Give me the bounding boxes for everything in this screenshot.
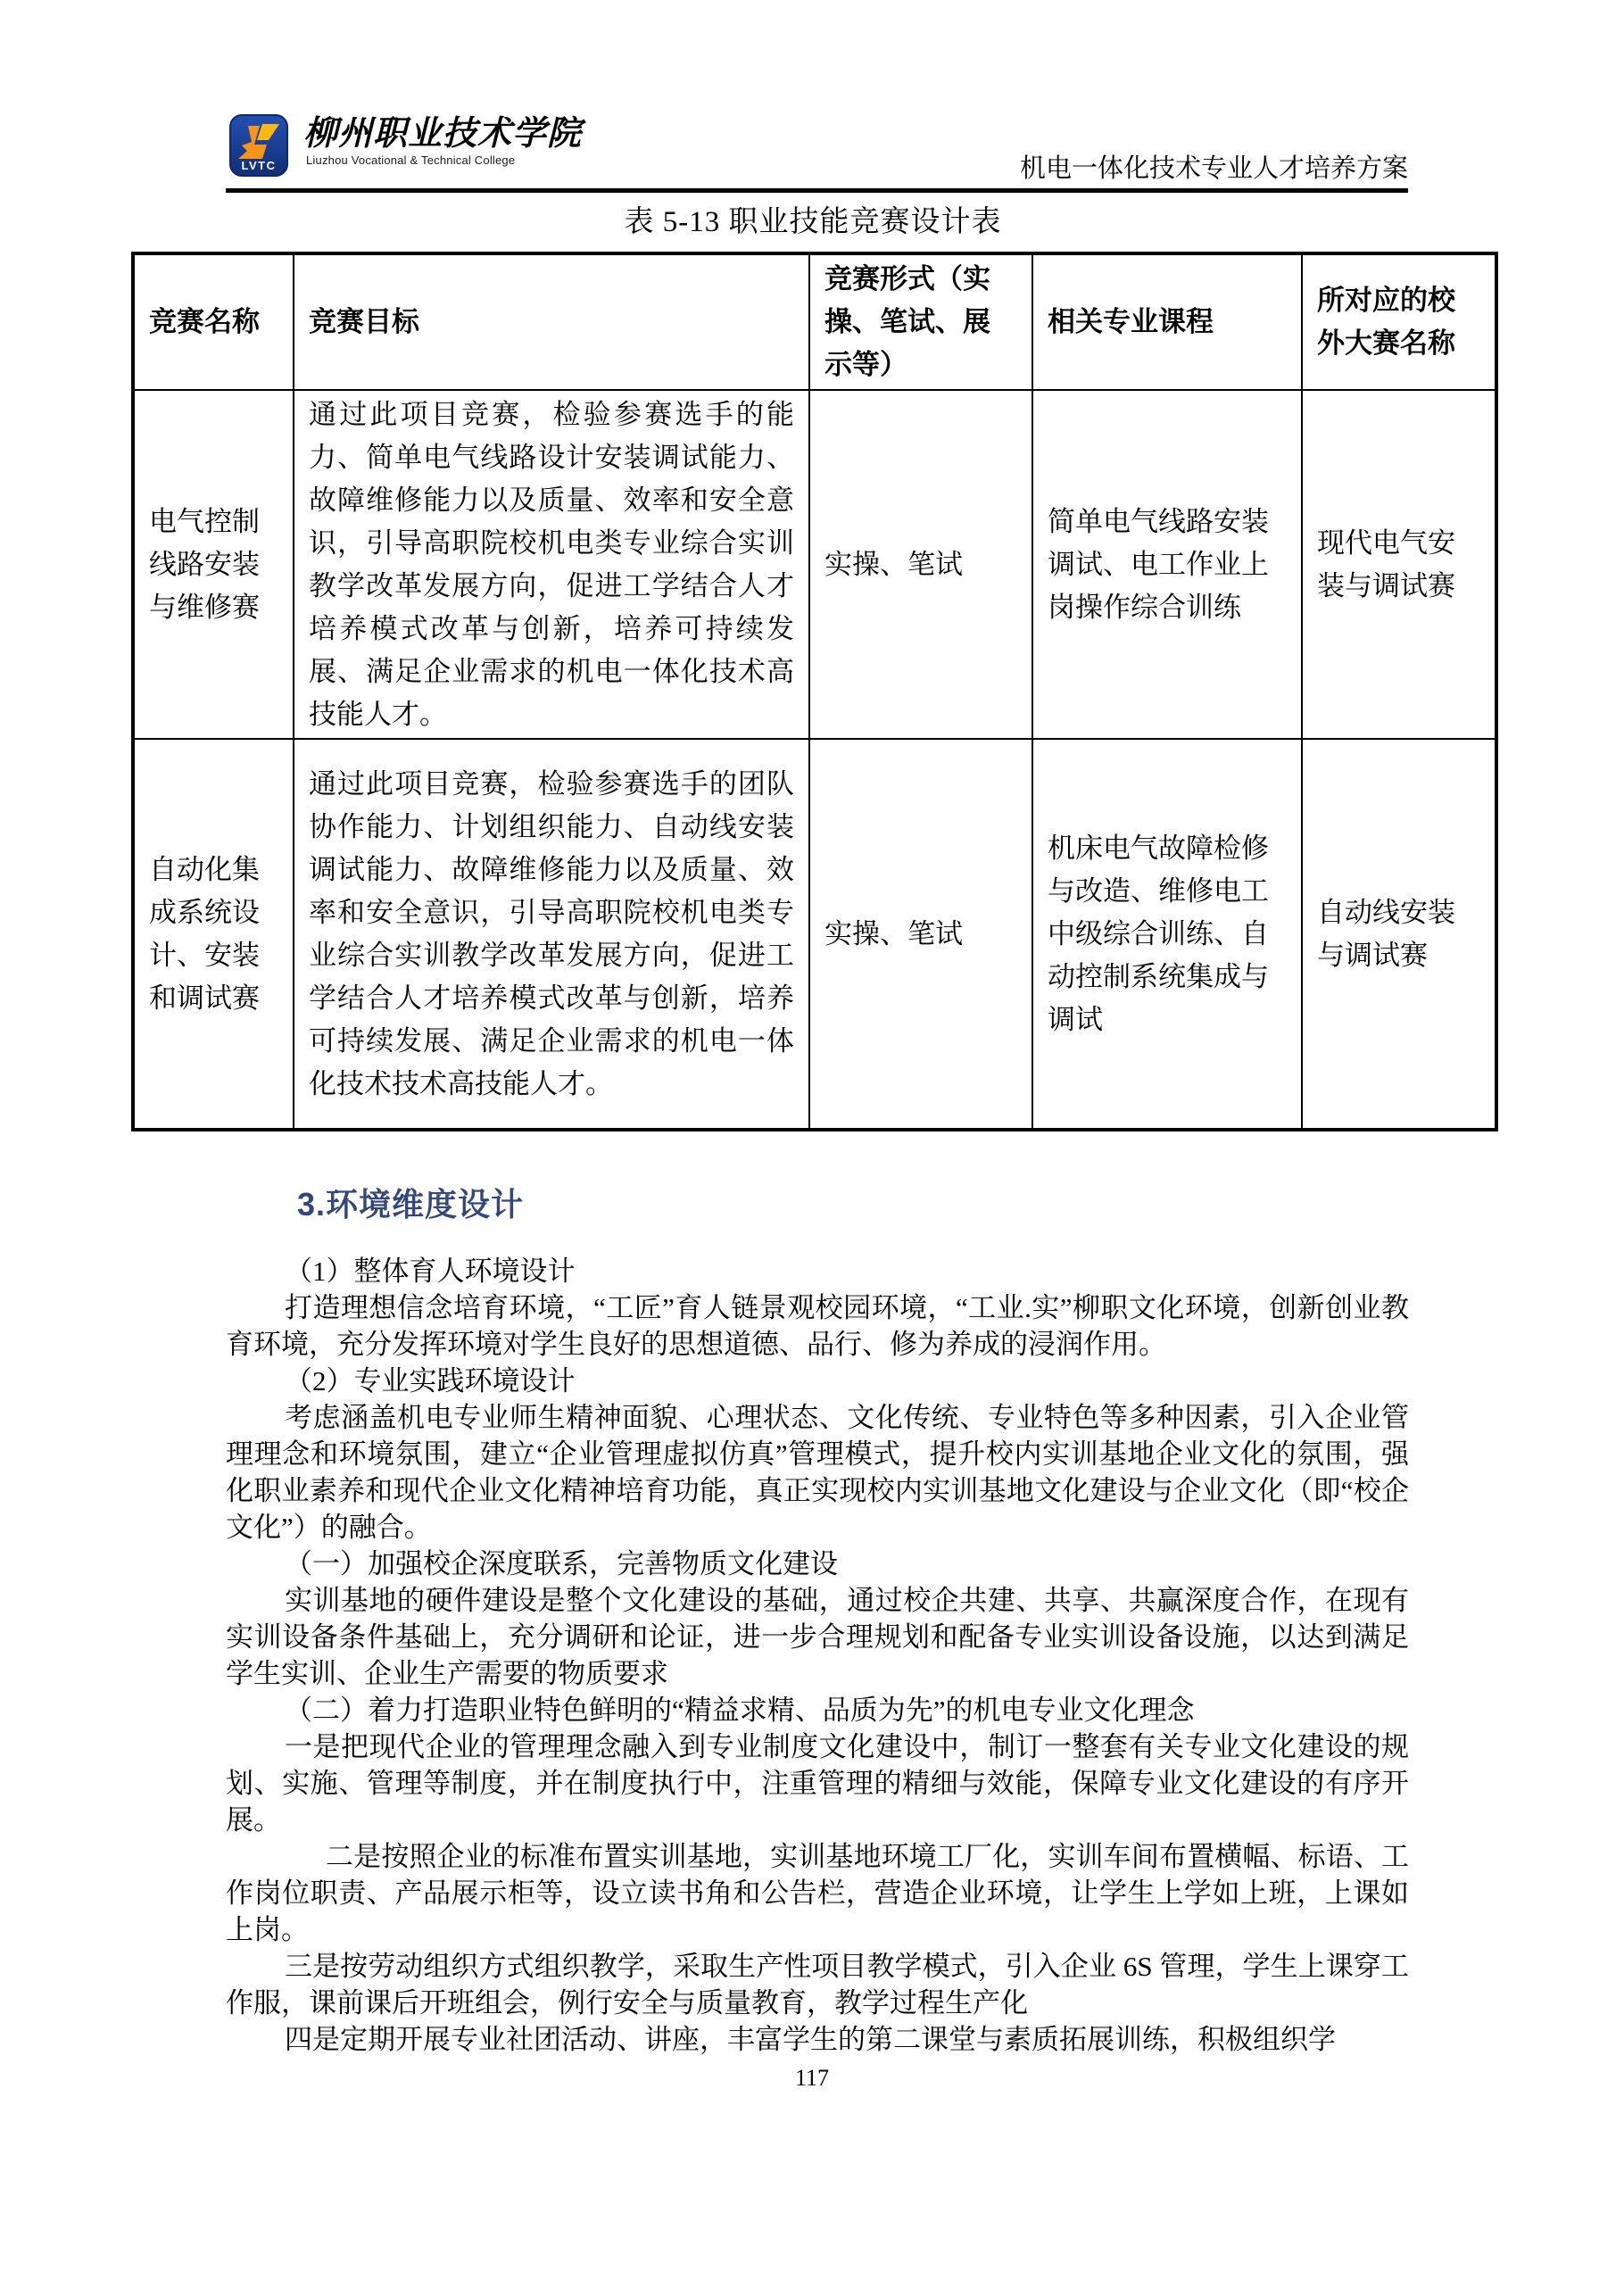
lvtc-logo-icon [229, 114, 288, 177]
competition-goal-cell: 通过此项目竞赛，检验参赛选手的能力、简单电气线路设计安装调试能力、故障维修能力以及质量、效率和安全意识，引导高职院校机电类专业综合实训教学改革发展方向，促进工学结合人才培养模式改革与创新，培养可持续发展、满足企业需求的机电一体化技术高技能人才。 [294, 390, 809, 739]
competition-goal-cell: 通过此项目竞赛，检验参赛选手的团队协作能力、计划组织能力、自动线安装调试能力、故障维修能力以及质量、效率和安全意识，引导高职院校机电类专业综合实训教学改革发展方向，促进工学结合人才培养模式改革与创新，培养可持续发展、满足企业需求的机电一体化技术技术高技能人才。 [294, 739, 809, 1130]
paragraph: 实训基地的硬件建设是整个文化建设的基础，通过校企共建、共享、共赢深度合作，在现有实训设备条件基础上，充分调研和论证，进一步合理规划和配备专业实训设备设施，以达到满足学生实训、企业生产需要的物质要求 [226, 1585, 1409, 1689]
college-name-en: Liuzhou Vocational & Technical College [306, 153, 516, 167]
sub-heading: （一）加强校企深度联系，完善物质文化建设 [285, 1548, 838, 1579]
competition-table [131, 252, 1498, 1131]
sub-heading: （2）专业实践环境设计 [285, 1365, 576, 1397]
paragraph: 三是按劳动组织方式组织教学，采取生产性项目教学模式，引入企业 6S 管理，学生上课穿工作服，课前课后开班组会，例行安全与质量教育，教学过程生产化 [226, 1951, 1409, 2018]
paragraph: 一是把现代企业的管理理念融入到专业制度文化建设中，制订一整套有关专业文化建设的规划、实施、管理等制度，并在制度执行中，注重管理的精细与效能，保障专业文化建设的有序开展。 [226, 1731, 1409, 1836]
sub-heading: （1）整体育人环境设计 [285, 1256, 576, 1287]
section-heading: 3.环境维度设计 [297, 1186, 525, 1223]
col-header-competition-goal: 竞赛目标 [294, 253, 809, 390]
col-header-external-contest: 所对应的校外大赛名称 [1302, 253, 1496, 390]
col-header-competition-name: 竞赛名称 [133, 253, 294, 390]
page-number: 117 [794, 2065, 830, 2091]
competition-form-cell: 实操、笔试 [809, 739, 1032, 1130]
external-contest-cell: 自动线安装与调试赛 [1302, 739, 1496, 1130]
table-row [133, 390, 1496, 739]
paragraph: 考虑涵盖机电专业师生精神面貌、心理状态、文化传统、专业特色等多种因素，引入企业管理理念和环境氛围，建立“企业管理虚拟仿真”管理模式，提升校内实训基地企业文化的氛围，强化职业素养和现代企业文化精神培育功能，真正实现校内实训基地文化建设与企业文化（即“校企文化”）的融合。 [226, 1402, 1409, 1543]
svg-text:LVTC: LVTC [241, 159, 277, 172]
competition-form-cell: 实操、笔试 [809, 390, 1032, 739]
college-name-cn: 柳州职业技术学院 [303, 112, 583, 153]
competition-name-cell: 自动化集成系统设计、安装和调试赛 [133, 739, 294, 1130]
document-title: 机电一体化技术专业人才培养方案 [1019, 154, 1408, 183]
related-courses-cell: 简单电气线路安装调试、电工作业上岗操作综合训练 [1032, 390, 1302, 739]
competition-name-cell: 电气控制线路安装与维修赛 [133, 390, 294, 739]
table-caption-band [131, 198, 1495, 240]
college-logo [229, 114, 288, 177]
competition-table-wrap [131, 252, 1498, 1131]
header-divider [226, 188, 1408, 193]
section-body [226, 1253, 1409, 2058]
related-courses-cell: 机床电气故障检修与改造、维修电工中级综合训练、自动控制系统集成与调试 [1032, 739, 1302, 1130]
table-header-row [133, 253, 1496, 390]
paragraph: 四是定期开展专业社团活动、讲座，丰富学生的第二课堂与素质拓展训练，积极组织学 [285, 2024, 1336, 2055]
paragraph: 打造理想信念培育环境，“工匠”育人链景观校园环境，“工业.实”柳职文化环境，创新创业教育环境，充分发挥环境对学生良好的思想道德、品行、修为养成的浸润作用。 [226, 1292, 1409, 1360]
sub-heading: （二）着力打造职业特色鲜明的“精益求精、品质为先”的机电专业文化理念 [285, 1695, 1195, 1726]
table-row [133, 739, 1496, 1130]
col-header-competition-form: 竞赛形式（实操、笔试、展示等） [809, 253, 1032, 390]
external-contest-cell: 现代电气安装与调试赛 [1302, 390, 1496, 739]
table-caption: 表 5-13 职业技能竞赛设计表 [624, 206, 1002, 238]
col-header-related-courses: 相关专业课程 [1032, 253, 1302, 390]
paragraph: 二是按照企业的标准布置实训基地，实训基地环境工厂化，实训车间布置横幅、标语、工作岗位职责、产品展示柜等，设立读书角和公告栏，营造企业环境，让学生上学如上班，上课如上岗。 [226, 1841, 1409, 1945]
